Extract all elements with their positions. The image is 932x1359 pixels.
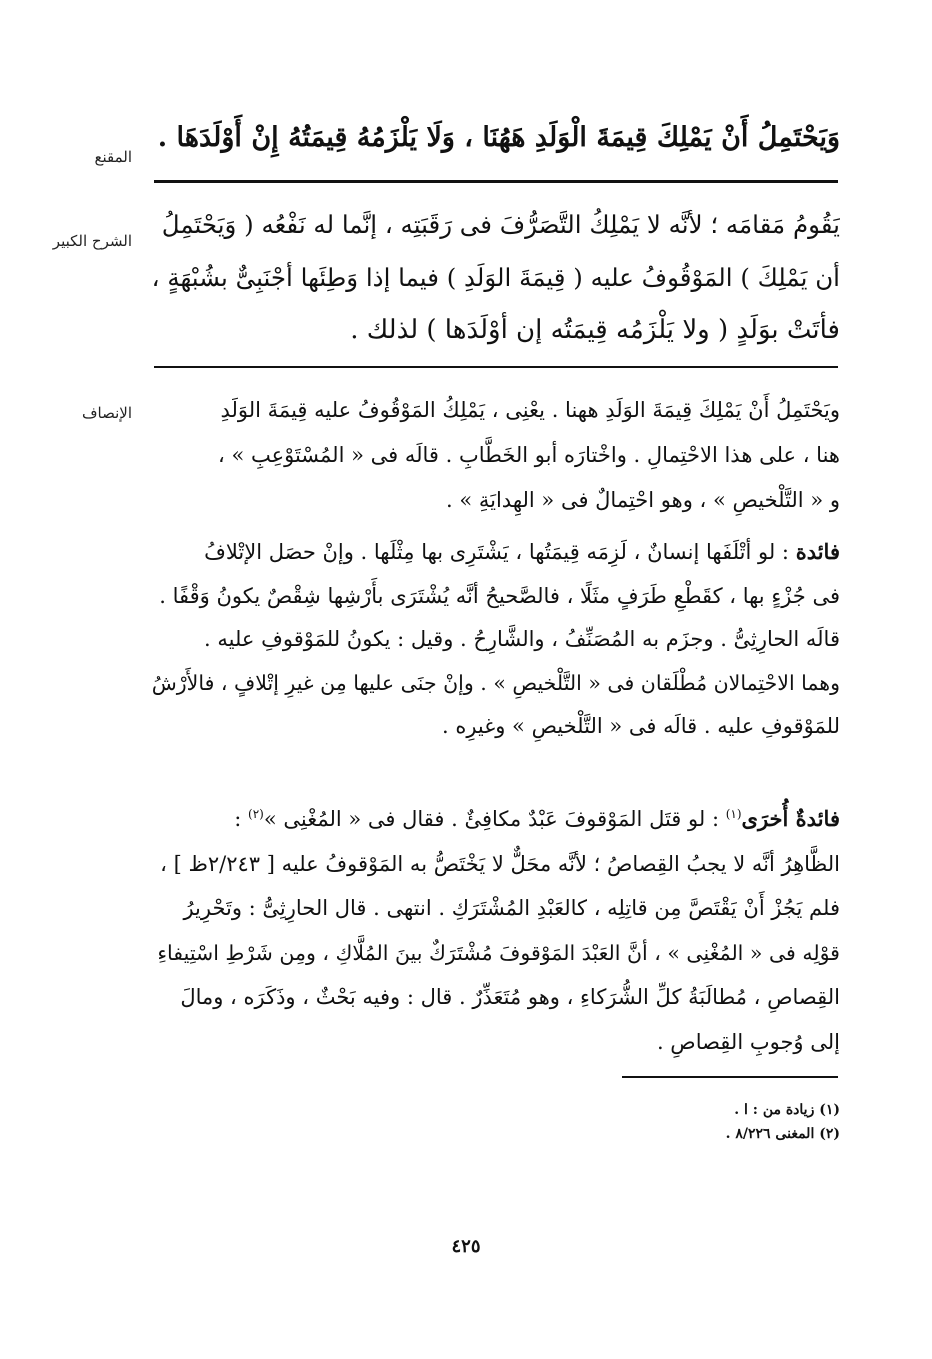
footnote-2: (٢) المغنى ٨/٢٢٦ . [725,1126,840,1142]
sharh-line: فأتَتْ بوَلَدٍ ( ولا يَلْزَمُه قِيمَتُه إن أوْلَدَها ) لذلك . [350,315,840,345]
faida2-paragraph [150,792,840,1064]
faida1-paragraph [150,530,840,749]
section-divider-thick [154,180,838,183]
page-number: ٤٢٥ [451,1236,481,1257]
label-insaf: الإنصاف [81,404,132,422]
footnotes [560,1098,840,1146]
footnote-ref-2: (٢) [248,807,264,821]
faida2-line: قوْلِه فى « المُغْنِى » ، أنَّ العَبْدَ المَوْقوفَ مُشْتَرَكٌ بينَ المُلَّاكِ ، ومِن شَرْطِ اسْتِيفاءِ [157,940,840,965]
faida1-line: وهما الاحْتِمالان مُطْلَقان فى « التَّلْخيصِ » . وإنْ جنَى عليها مِن غيرِ إتْلافٍ ، فالأَرْشُ [151,670,840,695]
sharh-line: يَقُومُ مَقامَه ؛ لأنَّه لا يَمْلِكُ التَّصَرُّفَ فى رَقَبَتِه ، إنَّما له نَفْعُه ( وَيَحْتَمِلُ [161,210,840,239]
insaf-line: هنا ، على هذا الاحْتِمالِ . واخْتارَه أبو الخَطَّابِ . قالَه فى « المُسْتَوْعِبِ » ، [217,443,840,467]
faida2-title: فائدةٌ أُخرَى [741,806,840,831]
faida2-line: الظَّاهِرُ أنَّه لا يجبُ القِصاصُ ؛ لأنَّه محَلٌّ لا يَخْتَصُّ به المَوْقوفُ عليه [ ٢/٢٤٣ظ ] ، [160,851,840,876]
section-divider-thin [154,366,838,368]
label-muqni: المقنع [94,148,132,166]
insaf-line: و « التَّلْخيصِ » ، وهو احْتِمالٌ فى « الهِدايَةِ » . [446,488,840,512]
muqni-line: وَيَحْتَمِلُ أَنْ يَمْلِكَ قِيمَةَ الْوَلَدِ هَهُنَا ، وَلَا يَلْزَمُهُ قِيمَتُهُ إِنْ أَوْلَدَهَا . [157,122,840,153]
faida1-line: قالَه الحارِثِىُّ . وجزَم به المُصَنِّفُ ، والشَّارِحُ . وقيل : يكونُ للمَوْقوفِ عليه . [204,627,840,651]
footnote-1: (١) زيادة من : ا . [734,1102,840,1118]
faida2-first-text: : لو قتَل المَوْقوفَ عَبْدٌ مكافِئٌ . فقال فى « المُغْنِى » [263,807,726,831]
faida2-line [150,792,840,842]
faida2-line: إلى وُجوبِ القِصاصِ . [656,1029,840,1054]
label-sharh: الشرح الكبير [52,232,132,250]
footnote-ref-1: (١) [725,807,742,821]
faida1-title: فائدة [795,539,840,564]
faida1-line: للمَوْقوفِ عليه . قالَه فى « التَّلْخيصِ » وغيرِه . [441,714,840,738]
footnote-divider [622,1076,838,1078]
faida1-line: فى جُزْءٍ بها ، كقَطْعِ طَرَفٍ مثَلًا ، فالصَّحيحُ أنَّه يُشْتَرَى بأَرْشِها شِقْصٌ يكونُ وَقْفًا . [159,583,840,608]
sharh-text [150,198,840,357]
sharh-line: أن يَمْلِكَ ) المَوْقُوفُ عليه ( قِيمَةَ الوَلَدِ ) فيما إذا وَطِئَها أجْنَبِىٌّ بشُبْهَةٍ ، [151,263,840,292]
faida1-first-text: : لو أتْلَفَها إنسانٌ ، لَزِمَه قِيمَتُها ، يَشْتَرِى بها مِثْلَها . وإنْ حصَل الإتْلافُ [204,540,796,564]
faida1-line [150,530,840,575]
faida2-line: فلم يَجُزْ أَنْ يَقْتَصَّ مِن قاتِلِه ، كالعَبْدِ المُشْتَرَكِ . انتهى . قال الحارِثِىُّ : وتَحْرِيرُ [183,896,840,920]
faida2-first-end: : [234,807,249,831]
insaf-text [150,388,840,523]
faida2-line: القِصاصِ ، مُطالَبَةُ كلِّ الشُّرَكاءِ ، وهو مُتَعَذِّرٌ . قال : وفيه بَحْثٌ ، وذَكَرَه ، ومالَ [180,985,840,1009]
insaf-line: ويَحْتَمِلُ أَنْ يَمْلِكَ قِيمَةَ الوَلَدِ ههنا . يعْنِى ، يَمْلِكُ المَوْقُوفُ عليه قِيمَةَ الوَلَدِ [220,398,840,422]
muqni-text [150,112,840,164]
